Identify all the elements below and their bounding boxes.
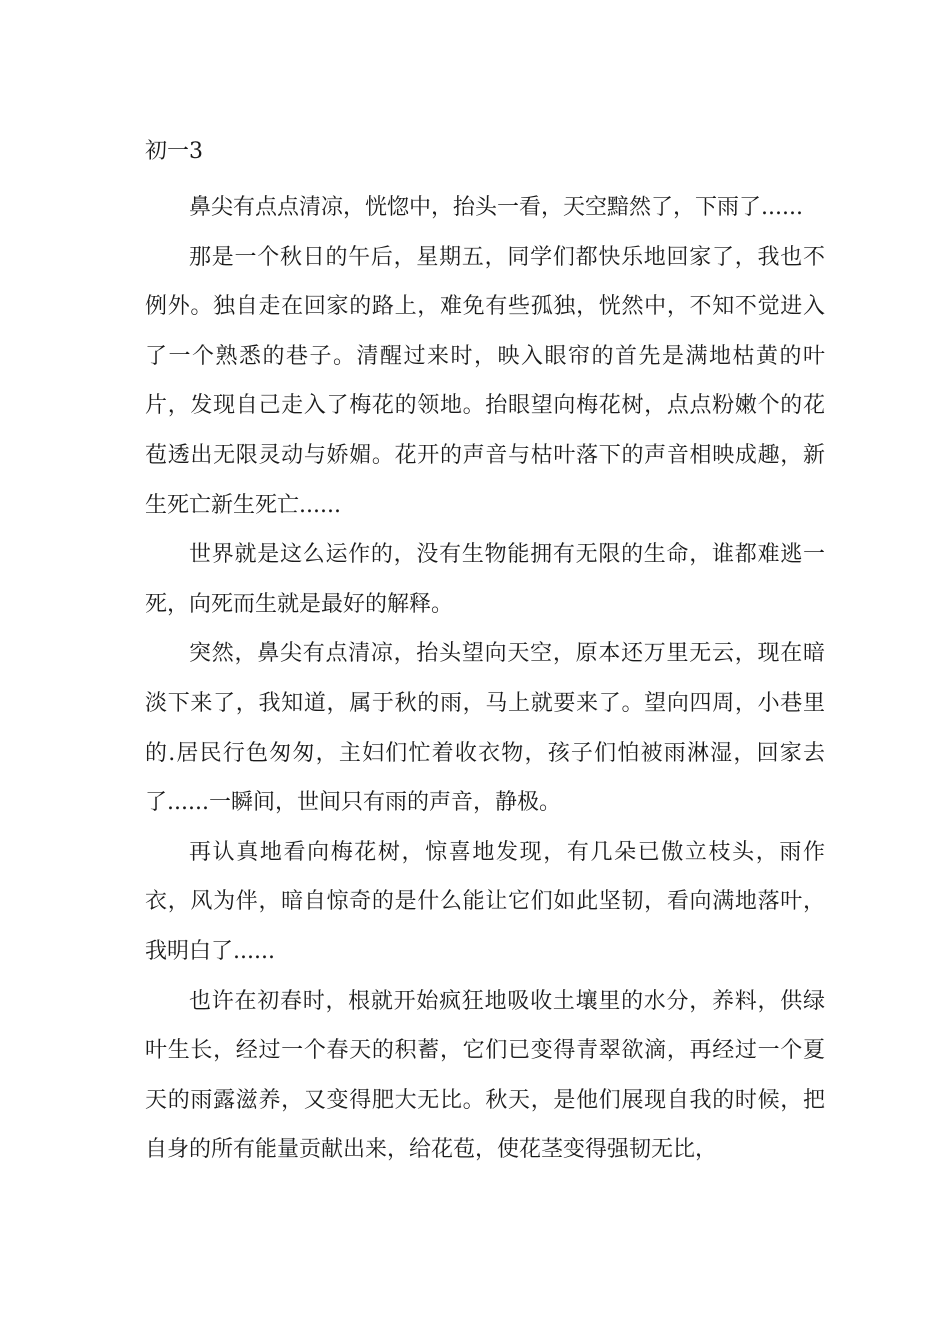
document-body [145,183,825,1175]
paragraph-4: 突然，鼻尖有点清凉，抬头望向天空，原本还万里无云，现在暗淡下来了，我知道，属于秋的雨，马上就要来了。望向四周，小巷里的.居民行色匆匆，主妇们忙着收衣物，孩子们怕被雨淋湿，回家去了......一瞬间，世间只有雨的声音，静极。 [145,641,825,816]
paragraph-2: 那是一个秋日的午后，星期五，同学们都快乐地回家了，我也不例外。独自走在回家的路上，难免有些孤独，恍然中，不知不觉进入了一个熟悉的巷子。清醒过来时，映入眼帘的首先是满地枯黄的叶片，发现自己走入了梅花的领地。抬眼望向梅花树，点点粉嫩个的花苞透出无限灵动与娇媚。花开的声音与枯叶落下的声音相映成趣，新生死亡新生死亡...... [145,244,825,518]
document-title: 初一3 [145,139,203,164]
paragraph-1: 鼻尖有点点清凉，恍惚中，抬头一看，天空黯然了，下雨了...... [189,195,803,220]
paragraph-5: 再认真地看向梅花树，惊喜地发现，有几朵已傲立枝头，雨作衣，风为伴，暗自惊奇的是什么能让它们如此坚韧，看向满地落叶，我明白了...... [145,839,825,964]
paragraph-6: 也许在初春时，根就开始疯狂地吸收土壤里的水分，养料，供绿叶生长，经过一个春天的积蓄，它们已变得青翠欲滴，再经过一个夏天的雨露滋养，又变得肥大无比。秋天，是他们展现自我的时候，把自身的所有能量贡献出来，给花苞，使花茎变得强韧无比， [145,988,825,1163]
paragraph-3: 世界就是这么运作的，没有生物能拥有无限的生命，谁都难逃一死，向死而生就是最好的解释。 [145,542,825,617]
